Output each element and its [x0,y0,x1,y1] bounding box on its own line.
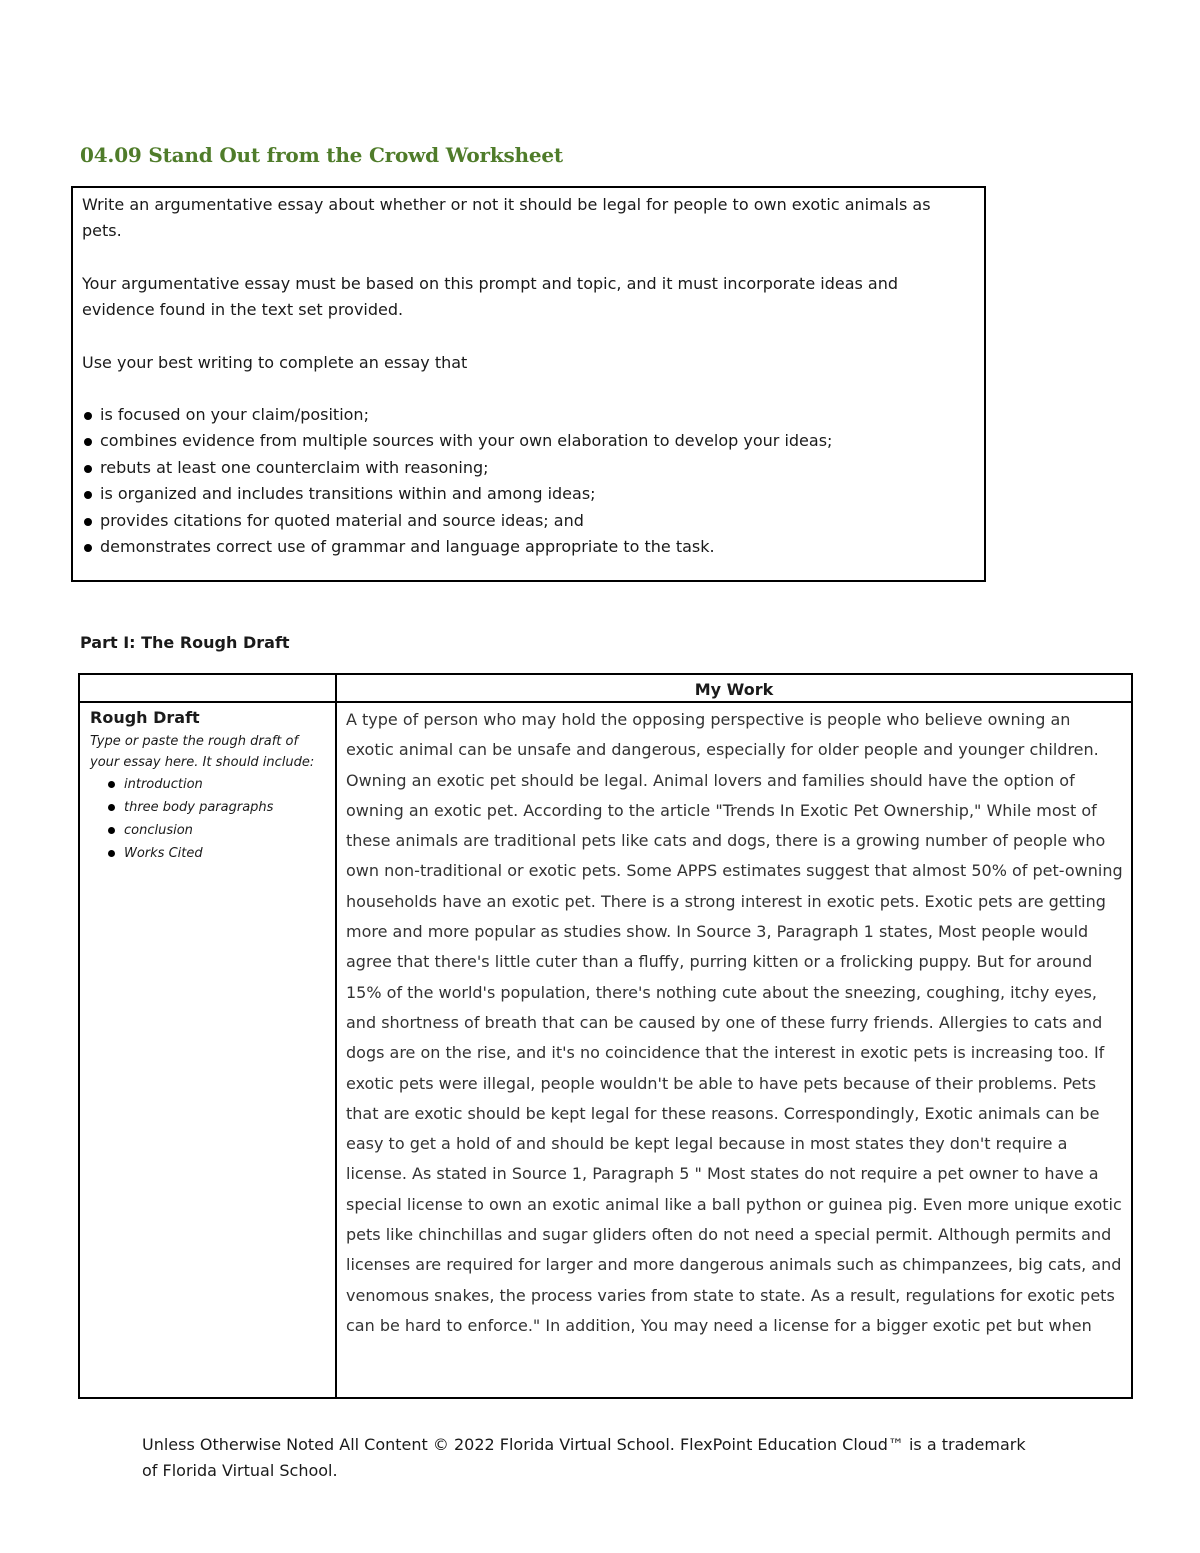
rough-draft-label: Rough Draft [90,708,200,727]
requirement-item: rebuts at least one counterclaim with reasoning; [82,455,975,481]
list-item: three body paragraphs [108,796,325,819]
requirement-item: is focused on your claim/position; [82,402,975,428]
list-item: conclusion [108,819,325,842]
list-item: Works Cited [108,842,325,865]
prompt-paragraph-3: Use your best writing to complete an essay that [82,352,468,372]
rough-draft-instructions: Type or paste the rough draft of your essay here. It should include: [90,734,315,770]
copyright-footer: Unless Otherwise Noted All Content © 2022 Florida Virtual School. FlexPoint Education Cloud™ is a trademark of Florida Virtual School. [142,1435,1026,1480]
requirement-item: provides citations for quoted material and source ideas; and [82,508,975,534]
prompt-box [71,186,986,582]
list-item: introduction [108,773,325,796]
table-row [79,702,1132,1398]
page-title: 04.09 Stand Out from the Crowd Worksheet [80,143,563,167]
requirement-item: demonstrates correct use of grammar and language appropriate to the task. [82,534,975,560]
prompt-paragraph-1: Write an argumentative essay about whether or not it should be legal for people to own exotic animals as pets. [82,195,931,241]
rough-draft-requirements [90,773,325,865]
requirements-list [82,402,975,560]
table-header-row [79,674,1132,702]
rough-draft-table [78,673,1133,1399]
my-work-cell[interactable] [336,702,1132,1398]
requirement-item: combines evidence from multiple sources with your own elaboration to develop your ideas; [82,428,975,454]
my-work-header: My Work [336,674,1132,702]
prompt-paragraph-2: Your argumentative essay must be based on this prompt and topic, and it must incorporate ideas and evidence found in the text set provided. [82,273,899,320]
requirement-item: is organized and includes transitions within and among ideas; [82,481,975,507]
rough-draft-label-cell [79,702,336,1398]
part-heading: Part I: The Rough Draft [80,633,290,652]
empty-header-cell [79,674,336,702]
rough-draft-text[interactable]: A type of person who may hold the opposing perspective is people who believe owning an exotic animal can be unsafe and dangerous, especially for older people and younger children. Owning an exotic pet should be legal. Animal lovers and families should have the option of owning an exotic pet. According to the article "Trends In Exotic Pet Ownership," While most of these animals are traditional pets like cats and dogs, there is a growing number of people who own non-traditional or exotic pets. Some APPS estimates suggest that almost 50% of pet-owning households have an exotic pet. There is a strong interest in exotic pets. Exotic pets are getting more and more popular as studies show. In Source 3, Paragraph 1 states, Most people would agree that there's little cuter than a fluffy, purring kitten or a frolicking puppy. But for around 15% of the world's population, there's nothing cute about the sneezing, coughing, itchy eyes, and shortness of breath that can be caused by one of these furry friends. Allergies to cats and dogs are on the rise, and it's no coincidence that the interest in exotic pets is increasing too. If exotic pets were illegal, people wouldn't be able to have pets because of their problems. Pets that are exotic should be kept legal for these reasons. Correspondingly, Exotic animals can be easy to get a hold of and should be kept legal because in most states they don't require a license. As stated in Source 1, Paragraph 5 " Most states do not require a pet owner to have a special license to own an exotic animal like a ball python or guinea pig. Even more unique exotic pets like chinchillas and sugar gliders often do not need a special permit. Although permits and licenses are required for larger and more dangerous animals such as chimpanzees, big cats, and venomous snakes, the process varies from state to state. As a result, regulations for exotic pets can be hard to enforce." In addition, You may need a license for a bigger exotic pet but when [346,710,1123,1335]
